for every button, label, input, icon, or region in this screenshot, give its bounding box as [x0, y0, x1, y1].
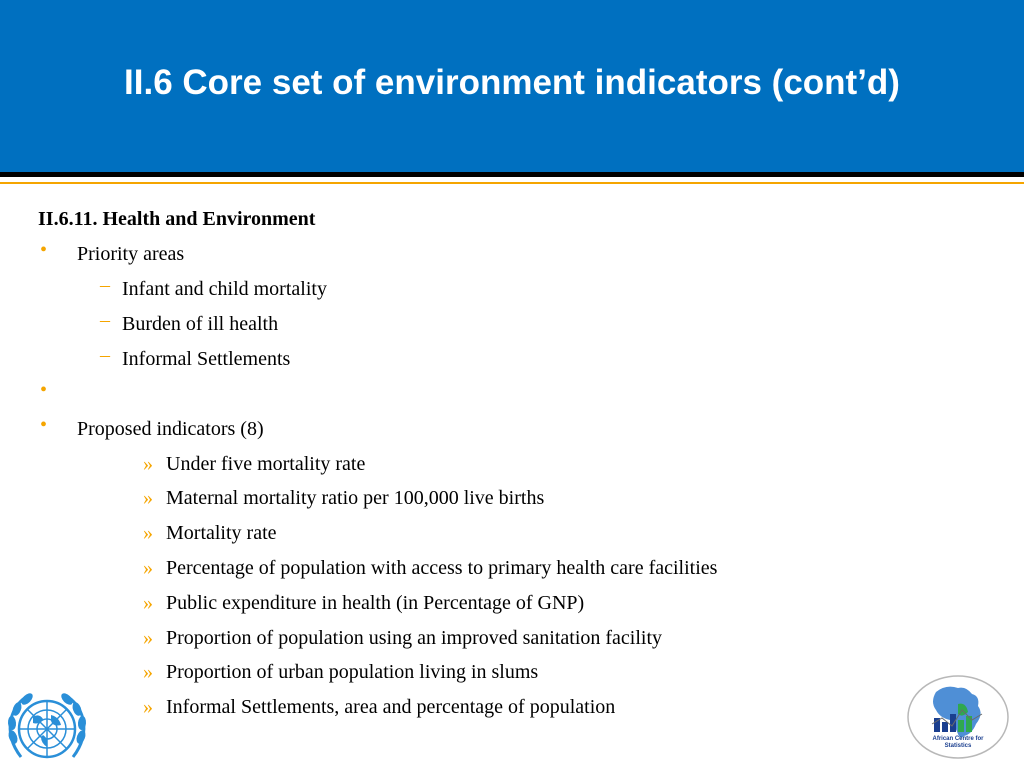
- priority-item: Burden of ill health: [122, 313, 279, 335]
- un-emblem-logo: [3, 687, 91, 767]
- bullet-icon: •: [40, 414, 48, 436]
- bullet-icon: •: [40, 239, 48, 261]
- svg-text:Statistics: Statistics: [944, 743, 972, 749]
- raquo-icon: »: [143, 592, 153, 614]
- raquo-icon: »: [143, 557, 153, 579]
- bullet-icon: •: [40, 379, 48, 401]
- priority-areas-label: Priority areas: [77, 243, 185, 265]
- dash-icon: –: [100, 274, 110, 296]
- slide-title: II.6 Core set of environment indicators (cont’d): [124, 63, 900, 102]
- raquo-icon: »: [143, 487, 153, 509]
- section-heading: II.6.11. Health and Environment: [38, 208, 316, 230]
- raquo-icon: »: [143, 522, 153, 544]
- indicator-item: Proportion of population using an improved sanitation facility: [166, 627, 663, 649]
- indicator-item: Proportion of urban population living in slums: [166, 661, 539, 683]
- indicator-item: Under five mortality rate: [166, 453, 366, 475]
- svg-text:African Centre for: African Centre for: [932, 736, 984, 742]
- title-bar: [0, 0, 1024, 172]
- raquo-icon: »: [143, 661, 153, 683]
- divider-orange: [0, 182, 1024, 184]
- divider-black: [0, 172, 1024, 177]
- indicator-item: Maternal mortality ratio per 100,000 live births: [166, 487, 545, 509]
- raquo-icon: »: [143, 453, 153, 475]
- indicator-item: Informal Settlements, area and percentage of population: [166, 696, 616, 718]
- raquo-icon: »: [143, 627, 153, 649]
- indicator-item: Percentage of population with access to primary health care facilities: [166, 557, 718, 579]
- indicator-item: Mortality rate: [166, 522, 277, 544]
- african-centre-for-statistics-logo: [906, 674, 1010, 760]
- priority-item: Informal Settlements: [122, 348, 291, 370]
- priority-item: Infant and child mortality: [122, 278, 327, 300]
- raquo-icon: »: [143, 696, 153, 718]
- dash-icon: –: [100, 309, 110, 331]
- proposed-indicators-label: Proposed indicators (8): [77, 418, 264, 440]
- indicator-item: Public expenditure in health (in Percentage of GNP): [166, 592, 585, 614]
- dash-icon: –: [100, 344, 110, 366]
